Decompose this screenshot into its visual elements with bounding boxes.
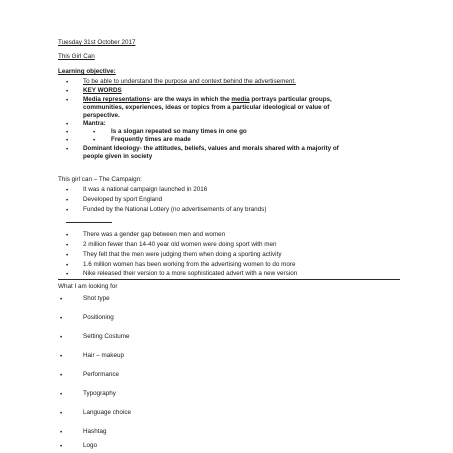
gap-item: There was a gender gap between men and women: [83, 231, 226, 238]
short-divider: [66, 222, 112, 223]
bullet-icon: •: [60, 372, 63, 379]
bullet-icon: •: [66, 262, 69, 269]
gap-item: They felt that the men were judging them when doing a sporting activity: [83, 251, 282, 258]
gap-item: 1.6 million women has been working from the advertising women to do more: [83, 261, 296, 268]
gap-item: Nike released their version to a more sophisticated advert with a new version: [83, 270, 298, 277]
mantra-heading: Mantra:: [83, 120, 106, 127]
bullet-icon: •: [66, 271, 69, 278]
campaign-item: It was a national campaign launched in 2016: [83, 186, 208, 193]
looking-item: Hair – makeup: [83, 352, 124, 359]
key-words-heading: KEY WORDS: [83, 87, 122, 94]
bullet-icon: •: [60, 429, 63, 436]
bullet-icon: •: [66, 242, 69, 249]
mantra-item-2: Frequently times are made: [111, 136, 191, 143]
bullet-icon: •: [66, 207, 69, 214]
dominant-ideology-line2: people given in society: [83, 153, 153, 160]
section-divider: [58, 279, 400, 280]
gap-item: 2 million fewer than 14-40 year old women were doing sport with men: [83, 241, 277, 248]
media-word: media: [231, 96, 250, 103]
document-title: This Girl Can: [58, 53, 95, 60]
bullet-icon: •: [60, 334, 63, 341]
looking-item: Logo: [83, 442, 98, 449]
bullet-icon: •: [60, 443, 63, 450]
learning-objective-heading: Learning objective:: [58, 68, 116, 75]
objective-understand: To be able to understand the purpose and context behind the advertisement.: [83, 78, 296, 85]
looking-item: Positioning: [83, 314, 114, 321]
bullet-icon: •: [66, 121, 69, 128]
bullet-icon: •: [93, 129, 96, 136]
bullet-icon: •: [60, 315, 63, 322]
media-representation-line3: perspective.: [83, 112, 120, 119]
bullet-icon: •: [60, 353, 63, 360]
bullet-icon: •: [66, 187, 69, 194]
bullet-icon: •: [66, 137, 69, 144]
media-representation-line1: [83, 96, 332, 103]
bullet-icon: •: [66, 252, 69, 259]
campaign-item: Funded by the National Lottery (no advertisements of any brands): [83, 206, 267, 213]
campaign-item: Developed by sport England: [83, 196, 163, 203]
looking-item: Performance: [83, 371, 120, 378]
looking-item: Setting Costume: [83, 333, 130, 340]
bullet-icon: •: [66, 79, 69, 86]
bullet-icon: •: [60, 410, 63, 417]
looking-item: Shot type: [83, 295, 110, 302]
looking-item: Typography: [83, 390, 116, 397]
bullet-icon: •: [60, 296, 63, 303]
bullet-icon: •: [60, 391, 63, 398]
looking-item: Hashtag: [83, 428, 107, 435]
mantra-item-1: Is a slogan repeated so many times in one go: [111, 128, 247, 135]
looking-item: Language choice: [83, 409, 131, 416]
bullet-icon: •: [66, 146, 69, 153]
media-representation-term: Media representations: [83, 96, 150, 103]
looking-for-heading: What I am looking for: [58, 283, 118, 290]
bullet-icon: •: [66, 232, 69, 239]
campaign-heading: This girl can – The Campaign:: [58, 176, 142, 183]
dominant-ideology-line1: Dominant Ideology- the attitudes, beliefs, values and morals shared with a majority of: [83, 145, 339, 152]
bullet-icon: •: [66, 97, 69, 104]
bullet-icon: •: [93, 137, 96, 144]
bullet-icon: •: [66, 197, 69, 204]
bullet-icon: •: [66, 129, 69, 136]
media-representation-def-a: - are the ways in which the: [149, 96, 232, 103]
media-representation-def-b: portrays particular groups,: [249, 96, 332, 103]
media-representation-line2: communities, experiences, ideas or topics from a particular ideological or value of: [83, 104, 330, 111]
bullet-icon: •: [66, 88, 69, 95]
date-line: Tuesday 31st October 2017: [58, 39, 136, 46]
